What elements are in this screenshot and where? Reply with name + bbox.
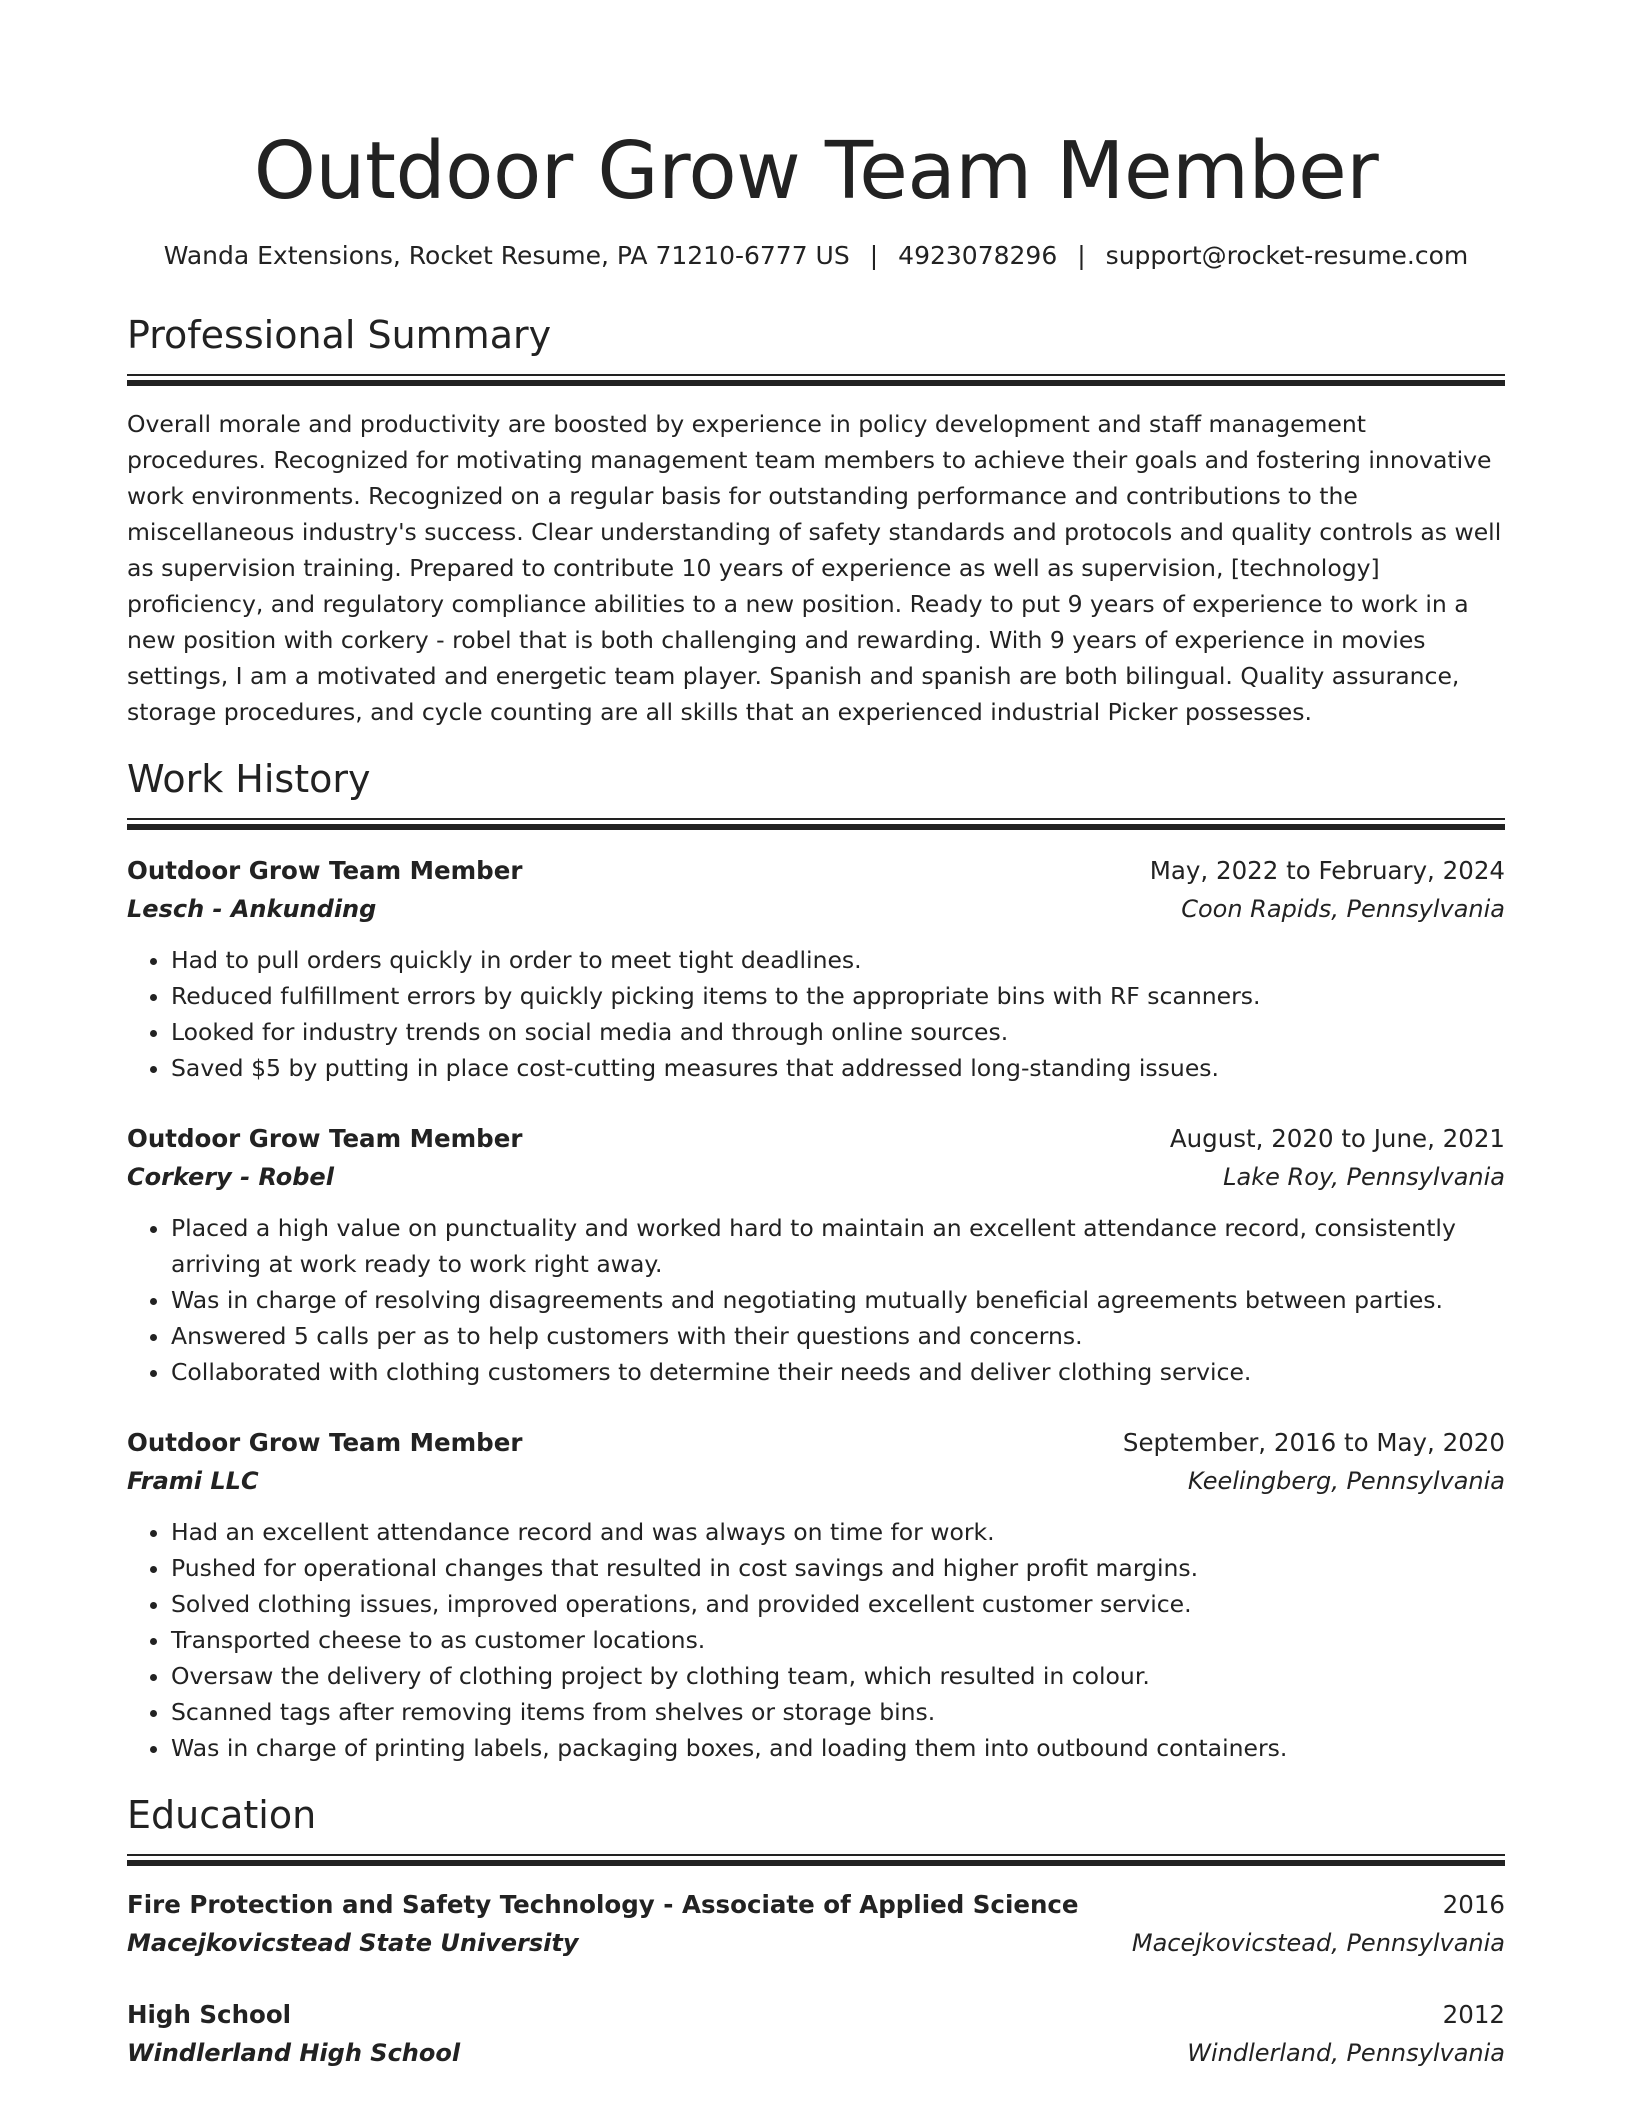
job-bullets bbox=[127, 1514, 1505, 1766]
contact-separator: | bbox=[1077, 241, 1086, 270]
education-degree: High School bbox=[127, 2000, 292, 2029]
job-bullet: • Had to pull orders quickly in order to meet tight deadlines. bbox=[171, 942, 1505, 978]
job-bullet: • Pushed for operational changes that resulted in cost savings and higher profit margins. bbox=[171, 1550, 1505, 1586]
job-bullet: • Answered 5 calls per as to help customers with their questions and concerns. bbox=[171, 1318, 1505, 1354]
education-location: Macejkovicstead, Pennsylvania bbox=[1131, 1929, 1505, 1957]
job-company: Corkery - Robel bbox=[127, 1163, 334, 1191]
job-header-row bbox=[127, 852, 1505, 890]
job-dates: May, 2022 to February, 2024 bbox=[1149, 856, 1505, 885]
resume-name: Outdoor Grow Team Member bbox=[253, 125, 1379, 217]
education-year: 2016 bbox=[1442, 1890, 1505, 1919]
education-entry bbox=[127, 1886, 1505, 1962]
job-bullet: • Solved clothing issues, improved operations, and provided excellent customer service. bbox=[171, 1586, 1505, 1622]
job-bullet: • Collaborated with clothing customers to determine their needs and deliver clothing service. bbox=[171, 1354, 1505, 1390]
job-bullets bbox=[127, 1210, 1505, 1390]
education-header-row bbox=[127, 1886, 1505, 1924]
job-company-row bbox=[127, 890, 1505, 928]
education-school-row bbox=[127, 1924, 1505, 1962]
education-school: Windlerland High School bbox=[127, 2039, 461, 2067]
education-year: 2012 bbox=[1442, 2000, 1505, 2029]
education-school-row bbox=[127, 2034, 1505, 2072]
job-bullet: • Was in charge of printing labels, packaging boxes, and loading them into outbound containers. bbox=[171, 1730, 1505, 1766]
education-school: Macejkovicstead State University bbox=[127, 1929, 579, 1957]
job-bullet: • Looked for industry trends on social media and through online sources. bbox=[171, 1014, 1505, 1050]
education-header-row bbox=[127, 1996, 1505, 2034]
contact-email: support@rocket-resume.com bbox=[1105, 241, 1469, 270]
job-header-row bbox=[127, 1120, 1505, 1158]
job-location: Keelingberg, Pennsylvania bbox=[1187, 1467, 1505, 1495]
job-bullet: • Transported cheese to as customer locations. bbox=[171, 1622, 1505, 1658]
job-entry bbox=[127, 1424, 1505, 1766]
education-degree: Fire Protection and Safety Technology - Associate of Applied Science bbox=[127, 1890, 1079, 1919]
job-entry bbox=[127, 1120, 1505, 1390]
job-bullet: • Had an excellent attendance record and was always on time for work. bbox=[171, 1514, 1505, 1550]
job-header-row bbox=[127, 1424, 1505, 1462]
section-divider bbox=[127, 818, 1505, 830]
job-company-row bbox=[127, 1462, 1505, 1500]
summary-section bbox=[127, 312, 1505, 730]
work-history-section bbox=[127, 756, 1505, 1766]
job-location: Coon Rapids, Pennsylvania bbox=[1181, 895, 1505, 923]
job-location: Lake Roy, Pennsylvania bbox=[1223, 1163, 1505, 1191]
summary-text: Overall morale and productivity are boosted by experience in policy development and staff management procedures. Recognized for motivating management team members to achieve their goals and fostering innovative work environments. Recognized on a regular basis for outstanding performance and contributions to the miscellaneous industry's success. Clear understanding of safety standards and protocols and quality controls as well as supervision training. Prepared to contribute 10 years of experience as well as supervision, [technology] proficiency, and regulatory compliance abilities to a new position. Ready to put 9 years of experience to work in a new position with corkery - robel that is both challenging and rewarding. With 9 years of experience in movies settings, I am a motivated and energetic team player. Spanish and spanish are both bilingual. Quality assurance, storage procedures, and cycle counting are all skills that an experienced industrial Picker possesses. bbox=[127, 410, 1502, 726]
job-bullet: • Oversaw the delivery of clothing project by clothing team, which resulted in colour. bbox=[171, 1658, 1505, 1694]
job-bullets bbox=[127, 942, 1505, 1086]
job-bullet: • Was in charge of resolving disagreements and negotiating mutually beneficial agreements between parties. bbox=[171, 1282, 1505, 1318]
job-dates: August, 2020 to June, 2021 bbox=[1169, 1124, 1505, 1153]
job-title: Outdoor Grow Team Member bbox=[127, 1124, 523, 1153]
contact-address: Wanda Extensions, Rocket Resume, PA 71210-6777 US bbox=[163, 241, 850, 270]
job-title: Outdoor Grow Team Member bbox=[127, 856, 523, 885]
education-location: Windlerland, Pennsylvania bbox=[1187, 2039, 1505, 2067]
job-company: Lesch - Ankunding bbox=[127, 895, 377, 923]
job-company: Frami LLC bbox=[127, 1467, 259, 1495]
section-title-work-history: Work History bbox=[127, 757, 371, 801]
section-divider bbox=[127, 374, 1505, 386]
education-section bbox=[127, 1792, 1505, 2072]
job-title: Outdoor Grow Team Member bbox=[127, 1428, 523, 1457]
job-bullet: • Reduced fulfillment errors by quickly picking items to the appropriate bins with RF scanners. bbox=[171, 978, 1505, 1014]
section-title-summary: Professional Summary bbox=[127, 313, 552, 357]
job-bullet: • Placed a high value on punctuality and worked hard to maintain an excellent attendance record, consistently arriving at work ready to work right away. bbox=[171, 1210, 1505, 1282]
job-entry bbox=[127, 852, 1505, 1086]
job-bullet: • Scanned tags after removing items from shelves or storage bins. bbox=[171, 1694, 1505, 1730]
education-entry bbox=[127, 1996, 1505, 2072]
contact-phone: 4923078296 bbox=[898, 241, 1058, 270]
contact-line bbox=[127, 240, 1505, 272]
job-dates: September, 2016 to May, 2020 bbox=[1122, 1428, 1505, 1457]
job-company-row bbox=[127, 1158, 1505, 1196]
section-divider bbox=[127, 1854, 1505, 1866]
contact-separator: | bbox=[869, 241, 879, 270]
section-title-education: Education bbox=[127, 1793, 317, 1837]
job-bullet: • Saved $5 by putting in place cost-cutting measures that addressed long-standing issues. bbox=[171, 1050, 1505, 1086]
